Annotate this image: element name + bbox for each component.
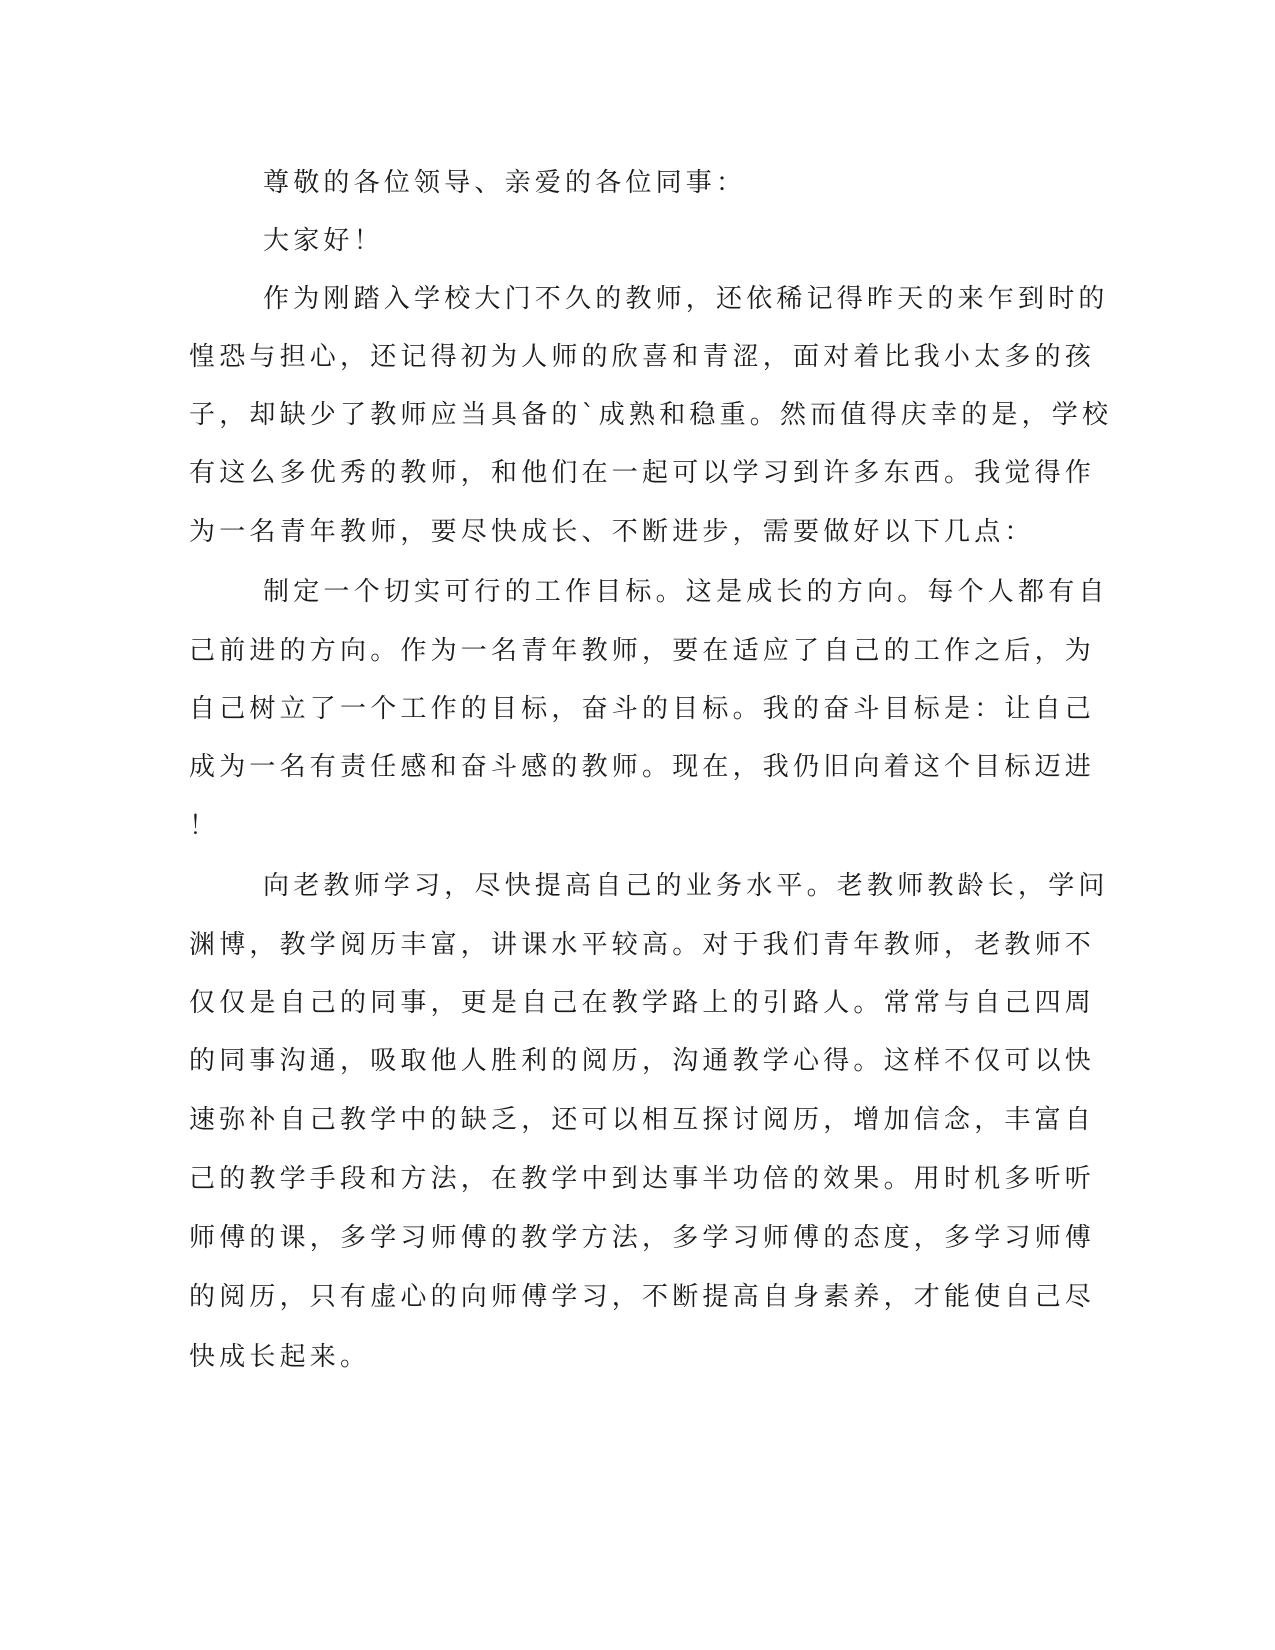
salutation: 尊敬的各位领导、亲爱的各位同事： [263, 168, 747, 198]
paragraph-2-line: 成为一名有责任感和奋斗感的教师。现在，我仍旧向着这个目标迈进 [189, 752, 1096, 782]
paragraph-3-line: 己的教学手段和方法，在教学中到达事半功倍的效果。用时机多听听 [189, 1164, 1096, 1194]
paragraph-3-line: 渊博，教学阅历丰富，讲课水平较高。对于我们青年教师，老教师不 [189, 930, 1096, 960]
paragraph-1-line: 惶恐与担心，还记得初为人师的欣喜和青涩，面对着比我小太多的孩 [189, 342, 1096, 372]
paragraph-3-line: 的阅历，只有虚心的向师傅学习，不断提高自身素养，才能使自己尽 [189, 1282, 1096, 1312]
paragraph-2-line: ！ [189, 811, 220, 841]
greeting: 大家好！ [263, 226, 384, 256]
paragraph-1-line: 子，却缺少了教师应当具备的`成熟和稳重。然而值得庆幸的是，学校 [189, 400, 1113, 430]
paragraph-2-line: 己前进的方向。作为一名青年教师，要在适应了自己的工作之后，为 [189, 636, 1096, 666]
paragraph-3-line: 速弥补自己教学中的缺乏，还可以相互探讨阅历，增加信念，丰富自 [189, 1105, 1096, 1135]
paragraph-2-line: 自己树立了一个工作的目标，奋斗的目标。我的奋斗目标是：让自己 [189, 694, 1096, 724]
paragraph-1-line: 有这么多优秀的教师，和他们在一起可以学习到许多东西。我觉得作 [189, 458, 1096, 488]
paragraph-3-line: 的同事沟通，吸取他人胜利的阅历，沟通教学心得。这样不仅可以快 [189, 1046, 1096, 1076]
paragraph-1-line: 作为刚踏入学校大门不久的教师，还依稀记得昨天的来乍到时的 [263, 284, 1109, 314]
paragraph-3-line: 师傅的课，多学习师傅的教学方法，多学习师傅的态度，多学习师傅 [189, 1223, 1096, 1253]
paragraph-2-line: 制定一个切实可行的工作目标。这是成长的方向。每个人都有自 [263, 577, 1109, 607]
paragraph-3-line: 仅仅是自己的同事，更是自己在教学路上的引路人。常常与自己四周 [189, 988, 1096, 1018]
paragraph-3-line: 向老教师学习，尽快提高自己的业务水平。老教师教龄长，学问 [263, 871, 1109, 901]
paragraph-3-line: 快成长起来。 [189, 1342, 371, 1372]
paragraph-1-line: 为一名青年教师，要尽快成长、不断进步，需要做好以下几点： [189, 517, 1035, 547]
